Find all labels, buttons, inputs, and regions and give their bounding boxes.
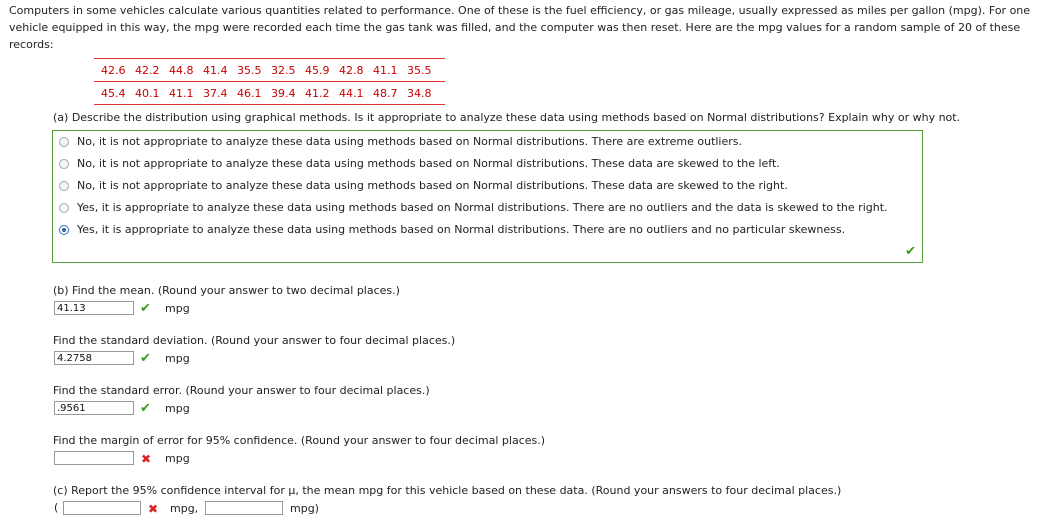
- unit-label: mpg: [165, 352, 190, 365]
- data-table: [94, 58, 445, 105]
- data-cell: 41.2: [305, 86, 330, 100]
- check-icon: ✔: [140, 351, 151, 366]
- moe-label: Find the margin of error for 95% confidence. (Round your answer to four decimal places.): [53, 434, 546, 447]
- data-cell: 48.7: [373, 86, 398, 100]
- option-4[interactable]: [59, 201, 888, 214]
- data-cell: 44.1: [339, 86, 364, 100]
- data-cell: 42.8: [339, 63, 364, 77]
- se-label: Find the standard error. (Round your answer to four decimal places.): [53, 384, 430, 397]
- data-cell: 42.2: [135, 63, 160, 77]
- radio-button-selected[interactable]: [59, 225, 69, 235]
- radio-button[interactable]: [59, 159, 69, 169]
- sd-input[interactable]: 4.2758: [54, 351, 134, 365]
- option-2[interactable]: [59, 157, 780, 170]
- part-c-question: (c) Report the 95% confidence interval for μ, the mean mpg for this vehicle based on these data. (Round your answers to four decimal places.): [53, 484, 842, 497]
- unit-label: mpg): [290, 502, 319, 515]
- option-label: Yes, it is appropriate to analyze these data using methods based on Normal distributions. There are no outliers and no particular skewness.: [77, 223, 846, 236]
- unit-label: mpg: [165, 452, 190, 465]
- ci-upper-input[interactable]: [205, 501, 283, 515]
- option-label: No, it is not appropriate to analyze these data using methods based on Normal distributions. There are extreme outliers.: [77, 135, 743, 148]
- data-cell: 42.6: [101, 63, 126, 77]
- data-cell: 45.4: [101, 86, 126, 100]
- data-cell: 45.9: [305, 63, 330, 77]
- data-cell: 41.1: [373, 63, 398, 77]
- data-cell: 44.8: [169, 63, 194, 77]
- data-row-2: [94, 82, 445, 105]
- data-cell: 32.5: [271, 63, 296, 77]
- open-paren: (: [54, 501, 59, 514]
- unit-label: mpg: [165, 302, 190, 315]
- moe-input[interactable]: [54, 451, 134, 465]
- unit-label: mpg,: [170, 502, 199, 515]
- data-cell: 40.1: [135, 86, 160, 100]
- option-label: No, it is not appropriate to analyze these data using methods based on Normal distributions. These data are skewed to the right.: [77, 179, 788, 192]
- se-input[interactable]: .9561: [54, 401, 134, 415]
- check-icon: ✔: [140, 401, 151, 416]
- radio-button[interactable]: [59, 203, 69, 213]
- radio-button[interactable]: [59, 181, 69, 191]
- part-a-question: (a) Describe the distribution using graphical methods. Is it appropriate to analyze these data using methods based on Normal distributions? Explain why or why not.: [53, 111, 961, 124]
- incorrect-x-icon: ✖: [148, 502, 159, 516]
- ci-lower-input[interactable]: [63, 501, 141, 515]
- part-a-answer-box: [52, 130, 923, 263]
- data-cell: 34.8: [407, 86, 432, 100]
- data-cell: 41.1: [169, 86, 194, 100]
- mean-input[interactable]: 41.13: [54, 301, 134, 315]
- data-cell: 35.5: [407, 63, 432, 77]
- data-cell: 37.4: [203, 86, 228, 100]
- option-3[interactable]: [59, 179, 788, 192]
- sd-label: Find the standard deviation. (Round your answer to four decimal places.): [53, 334, 456, 347]
- data-row-1: [94, 59, 445, 82]
- check-icon: ✔: [140, 301, 151, 316]
- option-5[interactable]: [59, 223, 845, 236]
- option-label: No, it is not appropriate to analyze these data using methods based on Normal distributions. These data are skewed to the left.: [77, 157, 780, 170]
- correct-check-icon: ✔: [905, 244, 916, 259]
- mean-label: (b) Find the mean. (Round your answer to two decimal places.): [53, 284, 400, 297]
- question-intro: Computers in some vehicles calculate various quantities related to performance. One of these is the fuel efficiency, or gas mileage, usually expressed as miles per gallon (mpg). For one vehicle equipped in this way, the mpg were recorded each time the gas tank was filled, and the computer was then reset. Here are the mpg values for a random sample of 20 of these records:: [9, 4, 1031, 51]
- data-cell: 46.1: [237, 86, 262, 100]
- data-cell: 41.4: [203, 63, 228, 77]
- radio-button[interactable]: [59, 137, 69, 147]
- option-1[interactable]: [59, 135, 742, 148]
- unit-label: mpg: [165, 402, 190, 415]
- data-cell: 39.4: [271, 86, 296, 100]
- data-cell: 35.5: [237, 63, 262, 77]
- option-label: Yes, it is appropriate to analyze these data using methods based on Normal distributions. There are no outliers and the data is skewed to the right.: [77, 201, 888, 214]
- incorrect-x-icon: ✖: [141, 452, 152, 466]
